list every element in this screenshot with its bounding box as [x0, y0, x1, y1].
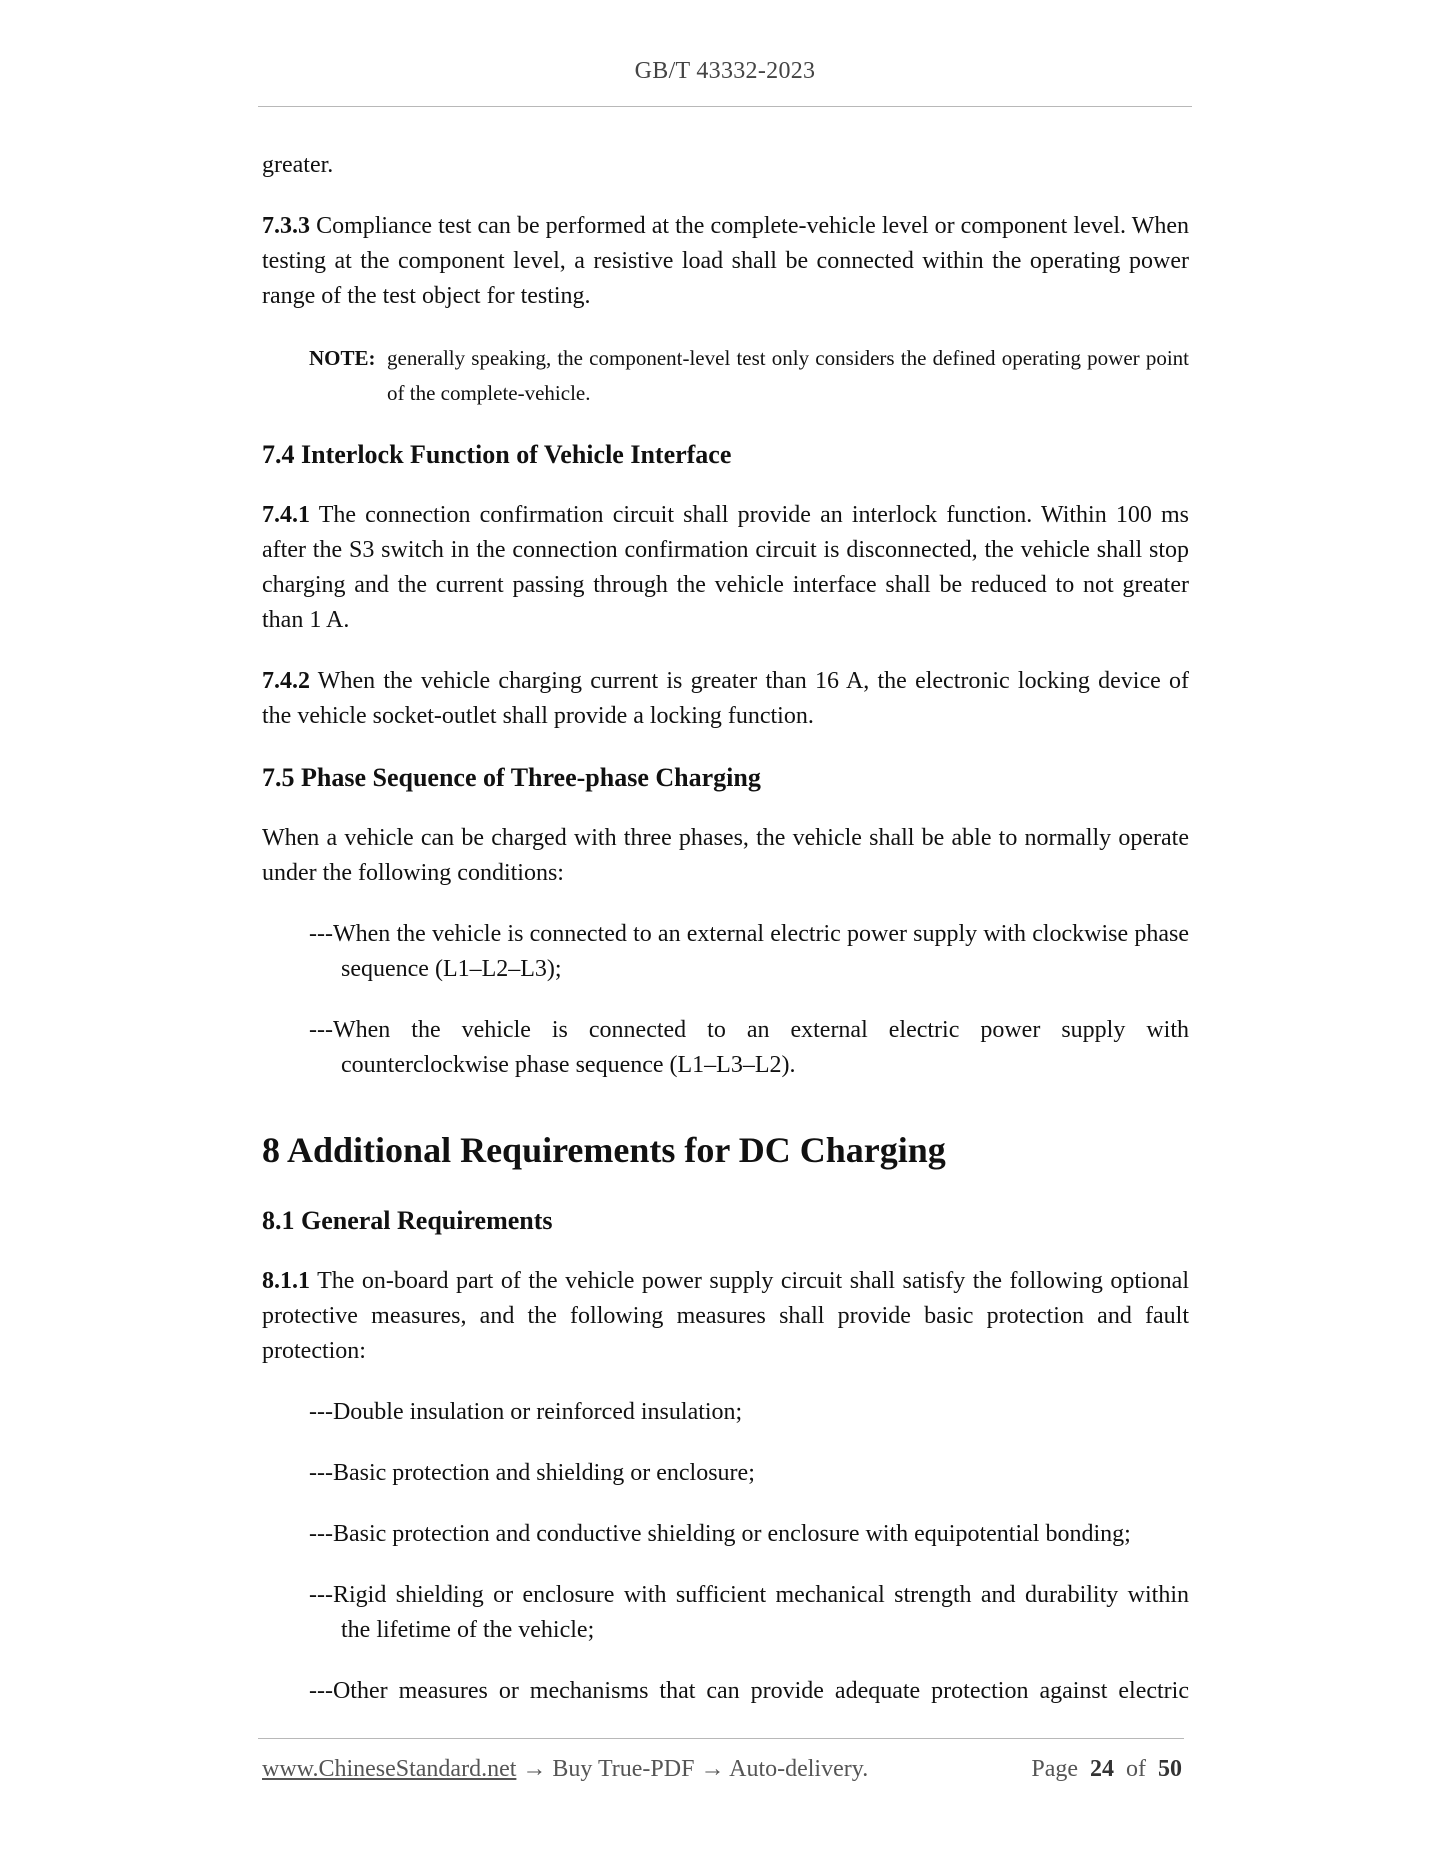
- clause-text: The on-board part of the vehicle power supply circuit shall satisfy the following optional protective measures, and the following measures shall provide basic protection and fault protection:: [262, 1268, 1189, 1364]
- clause-number: 7.4.2: [262, 668, 310, 694]
- page-counter: [1031, 1756, 1182, 1783]
- paragraph-continuation: greater.: [262, 152, 334, 178]
- clause-number: 8.1.1: [262, 1268, 310, 1294]
- clause-number: 7.3.3: [262, 213, 310, 239]
- section-heading-7-5: 7.5 Phase Sequence of Three-phase Charging: [262, 763, 761, 792]
- section-heading-7-4: 7.4 Interlock Function of Vehicle Interface: [262, 440, 732, 469]
- page-word: Page: [1031, 1756, 1078, 1782]
- section-heading-8-1: 8.1 General Requirements: [262, 1206, 553, 1235]
- list-item: ---Double insulation or reinforced insulation;: [309, 1399, 743, 1425]
- page-body: [262, 148, 1189, 1709]
- footer-promo: [262, 1756, 868, 1783]
- clause-7-4-2: [262, 664, 1189, 734]
- clause-7-4-1: [262, 498, 1189, 638]
- list-item: ---Other measures or mechanisms that can provide adequate protection against electric: [309, 1678, 1189, 1704]
- list-item: ---Basic protection and shielding or enclosure;: [309, 1460, 755, 1486]
- running-header: GB/T 43332-2023: [634, 58, 816, 84]
- note-text: generally speaking, the component-level test only considers the defined operating power point of the complete-vehicle.: [387, 346, 1189, 405]
- footer-tagline: → Buy True-PDF → Auto-delivery.: [516, 1756, 869, 1782]
- note-label: NOTE:: [309, 346, 376, 370]
- footer-divider: [258, 1738, 1184, 1739]
- of-word: of: [1126, 1756, 1146, 1782]
- total-page-number: 50: [1158, 1756, 1182, 1782]
- current-page-number: 24: [1090, 1756, 1114, 1782]
- list-item: ---When the vehicle is connected to an external electric power supply with clockwise phase sequence (L1–L2–L3);: [309, 921, 1189, 982]
- note-block: [309, 341, 1189, 411]
- clause-number: 7.4.1: [262, 502, 310, 528]
- list-item: ---Rigid shielding or enclosure with sufficient mechanical strength and durability within the lifetime of the vehicle;: [309, 1582, 1189, 1643]
- clause-7-3-3: [262, 209, 1189, 314]
- list-item: ---When the vehicle is connected to an external electric power supply with counterclockwise phase sequence (L1–L3–L2).: [309, 1017, 1189, 1078]
- clause-text: When the vehicle charging current is greater than 16 A, the electronic locking device of the vehicle socket-outlet shall provide a locking function.: [262, 668, 1189, 729]
- website-link[interactable]: www.ChineseStandard.net: [262, 1756, 517, 1782]
- clause-8-1-1: [262, 1264, 1189, 1369]
- chapter-heading-8: 8 Additional Requirements for DC Charging: [262, 1130, 946, 1170]
- clause-text: The connection confirmation circuit shall provide an interlock function. Within 100 ms after the S3 switch in the connection confirmation circuit is disconnected, the vehicle shall stop charging and the current passing through the vehicle interface shall be reduced to not greater than 1 A.: [262, 502, 1189, 633]
- header-divider: [258, 106, 1192, 107]
- paragraph-7-5: When a vehicle can be charged with three phases, the vehicle shall be able to normally operate under the following conditions:: [262, 825, 1189, 886]
- list-item: ---Basic protection and conductive shielding or enclosure with equipotential bonding;: [309, 1521, 1131, 1547]
- clause-text: Compliance test can be performed at the complete-vehicle level or component level. When testing at the component level, a resistive load shall be connected within the operating power range of the test object for testing.: [262, 213, 1189, 309]
